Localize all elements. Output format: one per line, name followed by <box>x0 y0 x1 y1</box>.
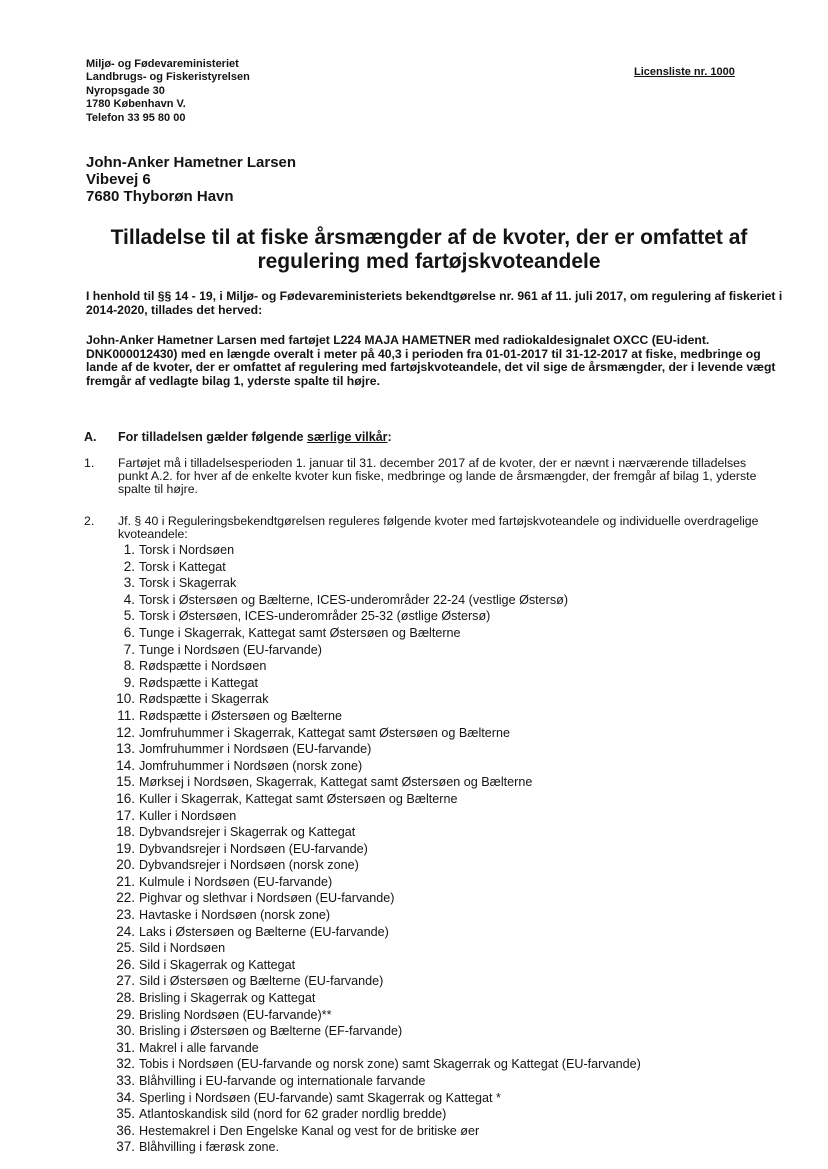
quota-list-item <box>112 924 641 941</box>
sender-line: Miljø- og Fødevareministeriet <box>86 58 239 70</box>
quota-list-item <box>112 1090 641 1107</box>
quota-list-item <box>112 691 641 708</box>
quota-number: 24. <box>116 923 135 939</box>
quota-number: 1. <box>123 542 135 557</box>
quota-list-item <box>112 990 641 1007</box>
quota-number: 35. <box>116 1106 135 1122</box>
quota-name: Jomfruhummer i Nordsøen (EU-farvande) <box>139 742 372 757</box>
sender-line: Landbrugs- og Fiskeristyrelsen <box>86 71 250 84</box>
quota-number: 31. <box>116 1039 135 1055</box>
quota-number: 12. <box>116 724 135 740</box>
quota-number: 17. <box>116 807 135 823</box>
quota-number: 18. <box>116 824 135 840</box>
quota-number: 37. <box>116 1139 135 1155</box>
quota-list-item <box>112 874 641 891</box>
condition-text: Jf. § 40 i Reguleringsbekendtgørelsen reguleres følgende kvoter med fartøjskvoteandele og individuelle overdragelige kvoteandele: <box>118 514 759 541</box>
quota-list-item <box>112 1040 641 1057</box>
quota-list-item <box>112 890 641 907</box>
quota-number: 30. <box>116 1023 135 1039</box>
quota-name: Brisling i Østersøen og Bælterne (EF-farvande) <box>139 1024 403 1039</box>
legal-basis-paragraph: I henhold til §§ 14 - 19, i Miljø- og Fødevareministeriets bekendtgørelse nr. 961 af 11. juli 2017, om regulering af fiskeriet i 2014-2020, tillades det herved: <box>86 289 783 317</box>
quota-name: Sild i Østersøen og Bælterne (EU-farvande) <box>139 974 384 989</box>
quota-list-item <box>112 841 641 858</box>
quota-list-item <box>112 675 641 692</box>
quota-list-item <box>112 857 641 874</box>
quota-name: Kulmule i Nordsøen (EU-farvande) <box>139 874 333 889</box>
quota-name: Sild i Skagerrak og Kattegat <box>139 957 296 972</box>
quota-list <box>112 542 641 1156</box>
quota-list-item <box>112 1139 641 1156</box>
quota-name: Rødspætte i Østersøen og Bælterne <box>139 708 342 723</box>
quota-name: Torsk i Skagerrak <box>139 576 237 591</box>
quota-name: Sperling i Nordsøen (EU-farvande) samt Skagerrak og Kattegat * <box>139 1090 501 1105</box>
quota-number: 8. <box>123 658 135 674</box>
condition-number: 1. <box>84 456 95 470</box>
heading-prefix: For tilladelsen gælder følgende <box>118 430 304 444</box>
quota-list-item <box>112 1123 641 1140</box>
section-heading-text <box>118 430 392 444</box>
quota-number: 15. <box>116 774 135 790</box>
quota-number: 22. <box>116 890 135 906</box>
quota-list-item <box>112 791 641 808</box>
quota-name: Torsk i Østersøen og Bælterne, ICES-underområder 22-24 (vestlige Østersø) <box>139 592 569 607</box>
heading-emphasis: særlige vilkår <box>306 430 388 444</box>
quota-name: Pighvar og slethvar i Nordsøen (EU-farvande) <box>139 891 395 906</box>
quota-number: 2. <box>123 558 135 574</box>
quota-list-item <box>112 1023 641 1040</box>
quota-number: 23. <box>116 907 135 923</box>
quota-number: 36. <box>116 1122 135 1138</box>
quota-number: 27. <box>116 973 135 989</box>
quota-number: 16. <box>116 790 135 806</box>
quota-number: 19. <box>116 840 135 856</box>
quota-list-item <box>112 1106 641 1123</box>
quota-name: Dybvandsrejer i Nordsøen (EU-farvande) <box>139 841 368 856</box>
quota-name: Havtaske i Nordsøen (norsk zone) <box>139 908 331 923</box>
quota-list-item <box>112 575 641 592</box>
quota-list-item <box>112 741 641 758</box>
quota-number: 20. <box>116 857 135 873</box>
quota-number: 6. <box>123 624 135 640</box>
recipient-line: John-Anker Hametner Larsen <box>86 154 297 171</box>
quota-name: Kuller i Skagerrak, Kattegat samt Østersøen og Bælterne <box>139 791 458 806</box>
quota-number: 28. <box>116 990 135 1006</box>
quota-name: Blåhvilling i færøsk zone. <box>139 1140 279 1155</box>
quota-name: Blåhvilling i EU-farvande og internationale farvande <box>139 1074 426 1088</box>
sender-line: 1780 København V. <box>86 98 186 111</box>
sender-line: Telefon 33 95 80 00 <box>86 111 186 124</box>
quota-list-item <box>112 1073 641 1090</box>
quota-number: 26. <box>116 956 135 972</box>
quota-list-item <box>112 940 641 957</box>
quota-list-item <box>112 808 641 825</box>
quota-list-item <box>112 542 641 559</box>
quota-number: 21. <box>116 873 135 889</box>
quota-number: 34. <box>116 1089 135 1105</box>
quota-list-item <box>112 608 641 625</box>
quota-list-item <box>112 559 641 576</box>
quota-name: Atlantoskandisk sild (nord for 62 grader nordlig bredde) <box>139 1107 447 1122</box>
quota-number: 7. <box>123 641 135 657</box>
quota-name: Tobis i Nordsøen (EU-farvande og norsk zone) samt Skagerrak og Kattegat (EU-farvande) <box>139 1057 641 1072</box>
quota-list-item <box>112 642 641 659</box>
section-letter: A. <box>84 430 97 444</box>
condition-text: Fartøjet må i tilladelsesperioden 1. januar til 31. december 2017 af de kvoter, der er nævnt i nærværende tilladelses punkt A.2. for hver af de enkelte kvoter kun fiske, medbringe og lande de årsmængder, der fremgår af bilag 1, yderste spalte til højre. <box>118 456 757 496</box>
quota-name: Rødspætte i Kattegat <box>139 675 259 690</box>
quota-list-item <box>112 957 641 974</box>
quota-list-item <box>112 907 641 924</box>
quota-number: 10. <box>116 691 135 707</box>
recipient-line: Vibevej 6 <box>86 171 151 188</box>
quota-number: 32. <box>116 1056 135 1072</box>
quota-list-item <box>112 774 641 791</box>
quota-list-item <box>112 1056 641 1073</box>
quota-name: Torsk i Kattegat <box>139 559 226 574</box>
quota-name: Tunge i Nordsøen (EU-farvande) <box>139 642 322 657</box>
quota-name: Tunge i Skagerrak, Kattegat samt Østersøen og Bælterne <box>139 625 461 640</box>
quota-name: Dybvandsrejer i Skagerrak og Kattegat <box>139 825 356 840</box>
quota-name: Jomfruhummer i Skagerrak, Kattegat samt Østersøen og Bælterne <box>139 725 510 740</box>
document-title: Tilladelse til at fiske årsmængder af de kvoter, der er omfattet af regulering med fartøjskvoteandele <box>110 226 748 273</box>
quota-list-item <box>112 625 641 642</box>
quota-list-item <box>112 592 641 609</box>
heading-suffix: : <box>387 430 392 444</box>
quota-list-item <box>112 973 641 990</box>
quota-name: Kuller i Nordsøen <box>139 808 237 823</box>
quota-number: 5. <box>123 608 135 624</box>
recipient-line: 7680 Thyborøn Havn <box>86 188 234 205</box>
quota-name: Rødspætte i Skagerrak <box>139 692 269 707</box>
recipient-address-block <box>86 154 296 205</box>
quota-name: Sild i Nordsøen <box>139 941 226 956</box>
quota-number: 11. <box>117 707 135 723</box>
vessel-details-paragraph: John-Anker Hametner Larsen med fartøjet L224 MAJA HAMETNER med radiokaldesignalet OXCC (EU-ident. DNK000012430) med en længde overalt i meter på 40,3 i perioden fra 01-01-2017 til 31-12-2017 at fiske, medbringe og lande af de kvoter, der er omfattet af regulering med fartøjskvoteandele, det vil sige de årsmængder, der i levende vægt fremgår af vedlagte bilag 1, yderste spalte til højre. <box>86 333 776 388</box>
quota-list-item <box>112 1007 641 1024</box>
quota-name: Brisling i Skagerrak og Kattegat <box>139 991 316 1006</box>
quota-number: 3. <box>123 575 135 591</box>
quota-name: Rødspætte i Nordsøen <box>139 659 267 674</box>
quota-name: Hestemakrel i Den Engelske Kanal og vest for de britiske øer <box>139 1123 480 1138</box>
sender-address-block <box>86 58 250 125</box>
quota-name: Torsk i Nordsøen <box>139 543 235 557</box>
quota-name: Mørksej i Nordsøen, Skagerrak, Kattegat samt Østersøen og Bælterne <box>139 775 533 790</box>
quota-number: 25. <box>116 940 135 956</box>
quota-name: Makrel i alle farvande <box>139 1040 259 1055</box>
license-list-number: Licensliste nr. 1000 <box>634 66 735 78</box>
quota-list-item <box>112 725 641 742</box>
quota-list-item <box>112 824 641 841</box>
sender-line: Nyropsgade 30 <box>86 84 165 97</box>
quota-list-item <box>112 708 641 725</box>
quota-name: Dybvandsrejer i Nordsøen (norsk zone) <box>139 858 359 873</box>
quota-number: 29. <box>116 1006 135 1022</box>
quota-name: Jomfruhummer i Nordsøen (norsk zone) <box>139 758 363 773</box>
quota-number: 9. <box>123 674 135 690</box>
quota-name: Laks i Østersøen og Bælterne (EU-farvande) <box>139 924 389 939</box>
quota-name: Torsk i Østersøen, ICES-underområder 25-32 (østlige Østersø) <box>139 609 491 624</box>
quota-list-item <box>112 758 641 775</box>
quota-number: 4. <box>123 591 135 607</box>
quota-number: 33. <box>116 1073 135 1088</box>
quota-number: 13. <box>116 741 135 757</box>
quota-name: Brisling Nordsøen (EU-farvande)** <box>139 1007 332 1022</box>
condition-number: 2. <box>84 514 95 528</box>
quota-list-item <box>112 658 641 675</box>
quota-number: 14. <box>116 757 135 773</box>
